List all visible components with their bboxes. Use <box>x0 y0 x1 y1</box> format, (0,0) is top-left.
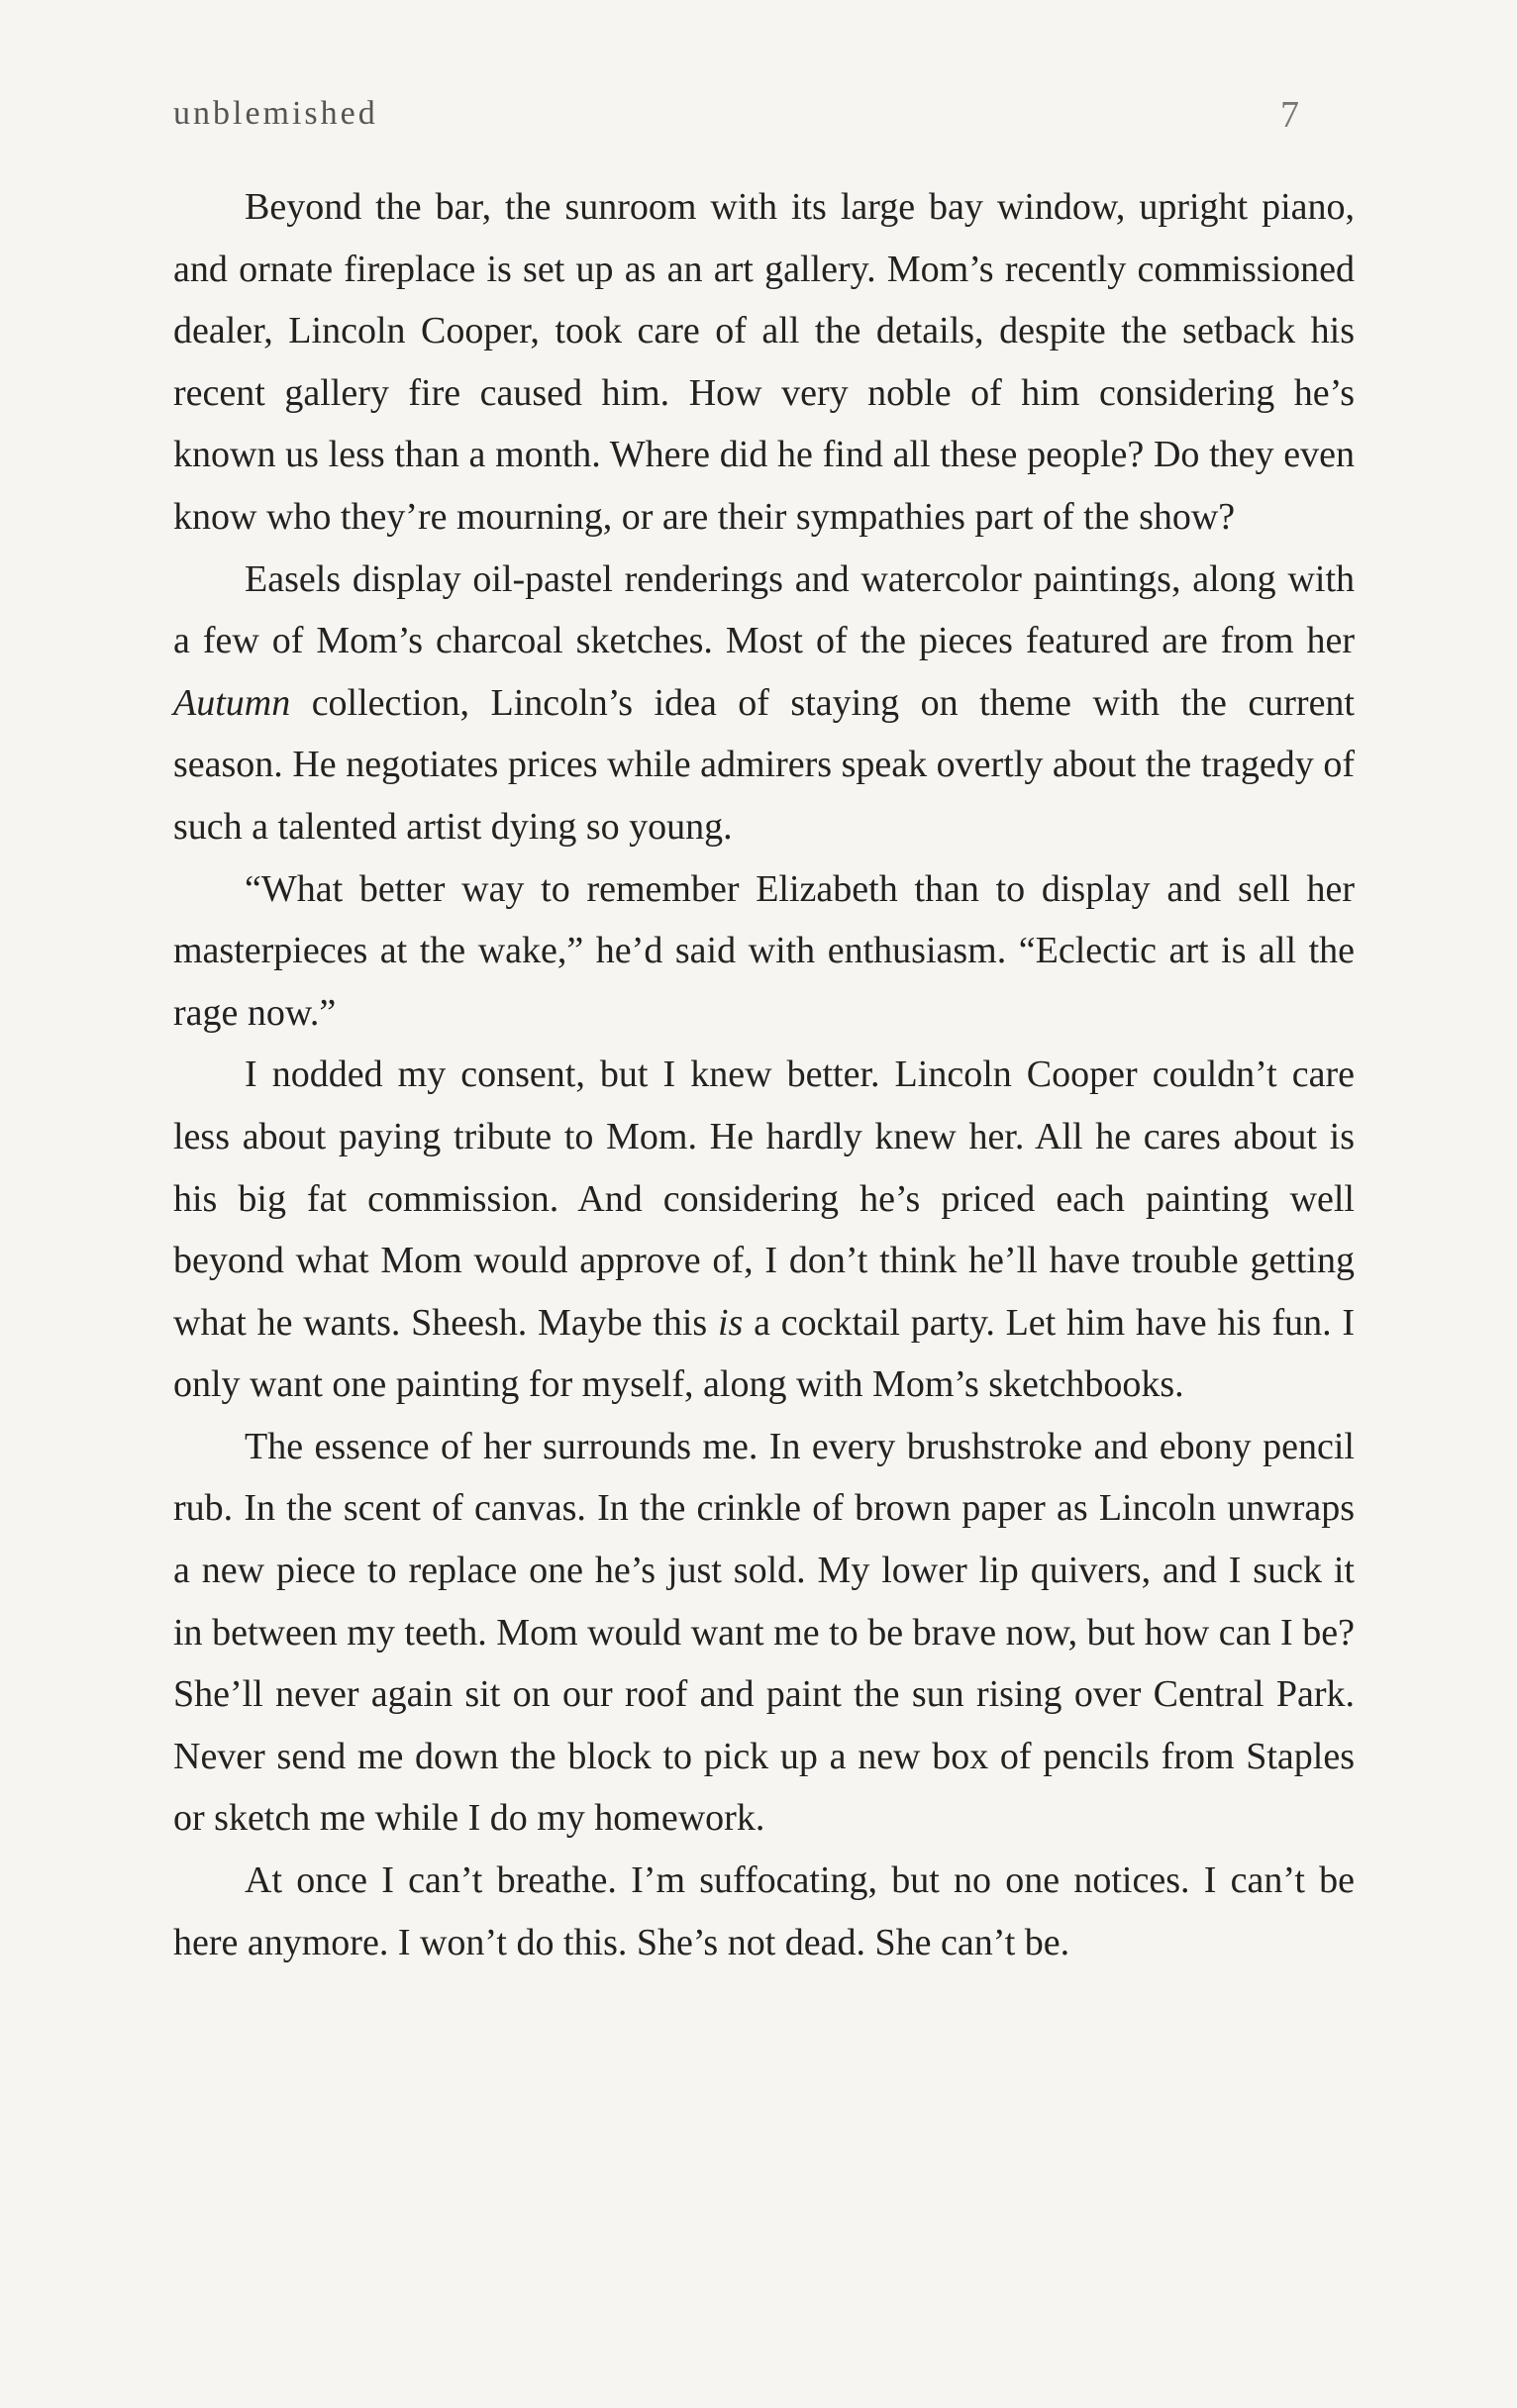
paragraph-5-text: The essence of her surrounds me. In every brushstroke and ebony pencil rub. In the scent of canvas. In the crinkle of brown paper as Lincoln unwraps a new piece to replace one he’s just sold. My lower lip quivers, and I suck it in between my teeth. Mom would want me to be brave now, but how can I be? She’ll never again sit on our roof and paint the sun rising over Central Park. Never send me down the block to pick up a new box of pencils from Staples or sketch me while I do my homework. <box>173 1425 1355 1840</box>
paragraph-4-text-before: I nodded my consent, but I knew better. Lincoln Cooper couldn’t care less about paying tribute to Mom. He hardly knew her. All he cares about is his big fat commission. And considering he’s priced each painting well beyond what Mom would approve of, I don’t think he’ll have trouble getting what he wants. Sheesh. Maybe this <box>173 1054 1355 1344</box>
page-number: 7 <box>1280 94 1299 136</box>
paragraph-2 <box>173 549 1355 858</box>
paragraph-3-text: “What better way to remember Elizabeth than to display and sell her masterpieces at the wake,” he’d said with enthusiasm. “Eclectic art is all the rage now.” <box>173 867 1355 1034</box>
paragraph-3 <box>173 858 1355 1045</box>
paragraph-2-text-before: Easels display oil-pastel renderings and watercolor paintings, along with a few of Mom’s charcoal sketches. Most of the pieces featured are from her <box>173 557 1355 662</box>
paragraph-2-emphasis: Autumn <box>173 681 291 724</box>
body-text <box>173 176 1355 1973</box>
paragraph-1 <box>173 176 1355 549</box>
running-head-title: unblemished <box>173 95 378 132</box>
paragraph-4-text-after: a cocktail party. Let him have his fun. I only want one painting for myself, along with Mom’s sketchbooks. <box>173 1301 1355 1406</box>
paragraph-4 <box>173 1044 1355 1416</box>
paragraph-1-text: Beyond the bar, the sunroom with its large bay window, upright piano, and ornate fireplace is set up as an art gallery. Mom’s recently commissioned dealer, Lincoln Cooper, took care of all the details, despite the setback his recent gallery fire caused him. How very noble of him considering he’s known us less than a month. Where did he find all these people? Do they even know who they’re mourning, or are their sympathies part of the show? <box>173 186 1355 538</box>
paragraph-4-emphasis: is <box>717 1301 744 1344</box>
paragraph-6-text: At once I can’t breathe. I’m suffocating, but no one notices. I can’t be here anymore. I won’t do this. She’s not dead. She can’t be. <box>173 1859 1355 1963</box>
paragraph-6 <box>173 1850 1355 1973</box>
paragraph-2-text-after: collection, Lincoln’s idea of staying on theme with the current season. He negotiates prices while admirers speak overtly about the tragedy of such a talented artist dying so young. <box>173 681 1355 848</box>
paragraph-5 <box>173 1416 1355 1850</box>
